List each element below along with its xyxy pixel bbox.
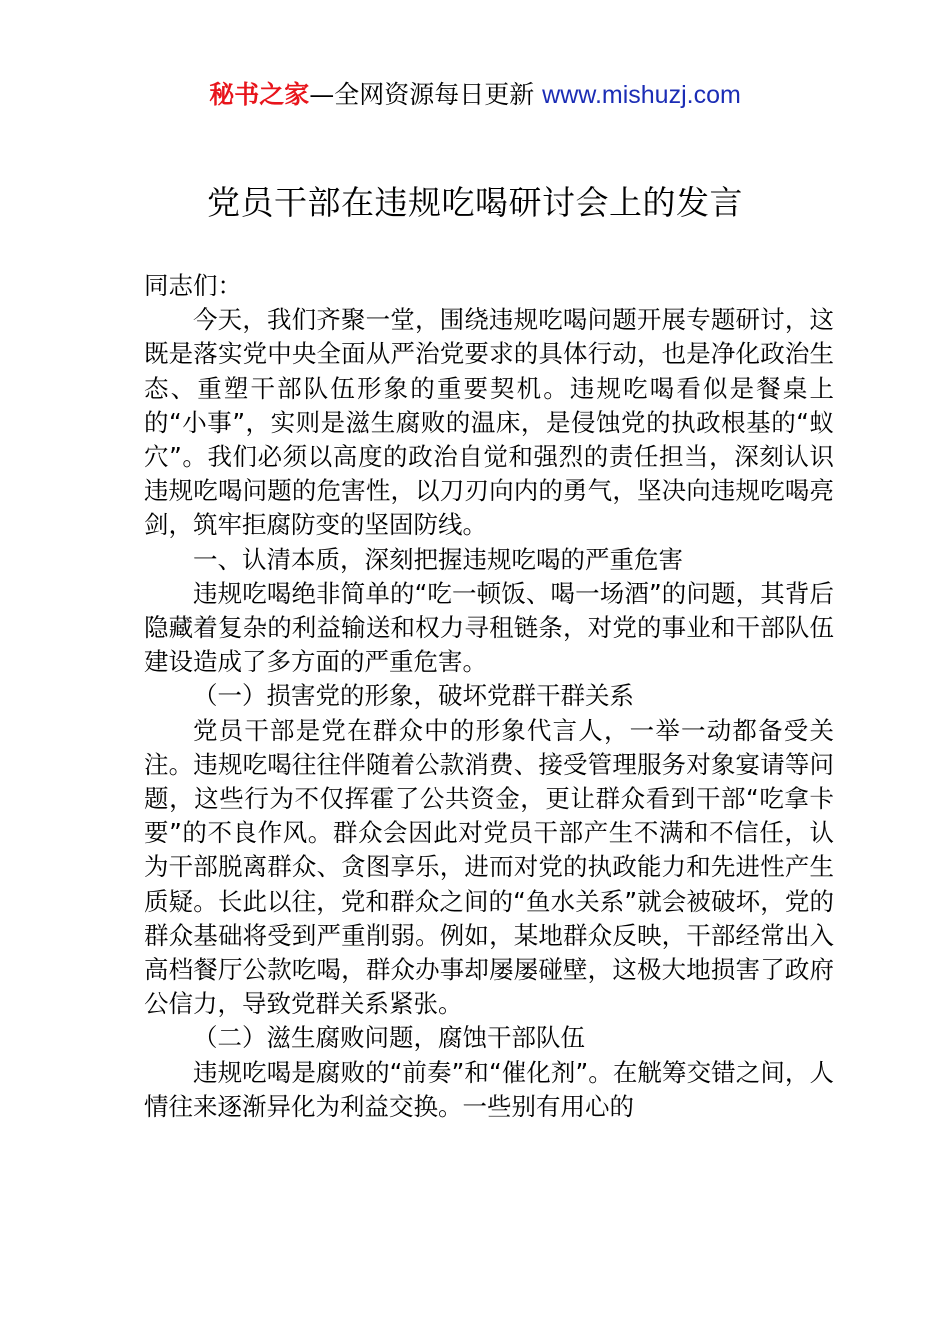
subsection-2-paragraph: 违规吃喝是腐败的“前奏”和“催化剂”。在觥筹交错之间，人情往来逐渐异化为利益交换。一些别有用心的 <box>144 1057 834 1121</box>
document-body <box>144 269 834 1124</box>
subsection-heading-2: （二）滋生腐败问题，腐蚀干部队伍 <box>193 1023 585 1053</box>
subsection-heading-1: （一）损害党的形象，破坏党群干群关系 <box>193 681 634 711</box>
site-header <box>0 78 950 112</box>
site-tagline: —全网资源每日更新 <box>309 80 543 109</box>
greeting: 同志们： <box>144 271 242 300</box>
site-brand: 秘书之家 <box>209 80 310 109</box>
section-heading-1: 一、认清本质，深刻把握违规吃喝的严重危害 <box>193 544 683 574</box>
document-title: 党员干部在违规吃喝研讨会上的发言 <box>207 183 743 222</box>
site-url-link[interactable]: www.mishuzj.com <box>542 81 741 109</box>
intro-paragraph: 今天，我们齐聚一堂，围绕违规吃喝问题开展专题研讨，这既是落实党中央全面从严治党要求的具体行动，也是净化政治生态、重塑干部队伍形象的重要契机。违规吃喝看似是餐桌上的“小事”，实则是滋生腐败的温床，是侵蚀党的执政根基的“蚁穴”。我们必须以高度的政治自觉和强烈的责任担当，深刻认识违规吃喝问题的危害性，以刀刃向内的勇气，坚决向违规吃喝亮剑，筑牢拒腐防变的坚固防线。 <box>144 305 834 540</box>
section-1-paragraph: 违规吃喝绝非简单的“吃一顿饭、喝一场酒”的问题，其背后隐藏着复杂的利益输送和权力寻租链条，对党的事业和干部队伍建设造成了多方面的严重危害。 <box>144 578 834 677</box>
subsection-1-paragraph: 党员干部是党在群众中的形象代言人，一举一动都备受关注。违规吃喝往往伴随着公款消费、接受管理服务对象宴请等问题，这些行为不仅挥霍了公共资金，更让群众看到干部“吃拿卡要”的不良作风。群众会因此对党员干部产生不满和不信任，认为干部脱离群众、贪图享乐，进而对党的执政能力和先进性产生质疑。长此以往，党和群众之间的“鱼水关系”就会被破坏，党的群众基础将受到严重削弱。例如，某地群众反映，干部经常出入高档餐厅公款吃喝，群众办事却屡屡碰壁，这极大地损害了政府公信力，导致党群关系紧张。 <box>144 715 834 1019</box>
